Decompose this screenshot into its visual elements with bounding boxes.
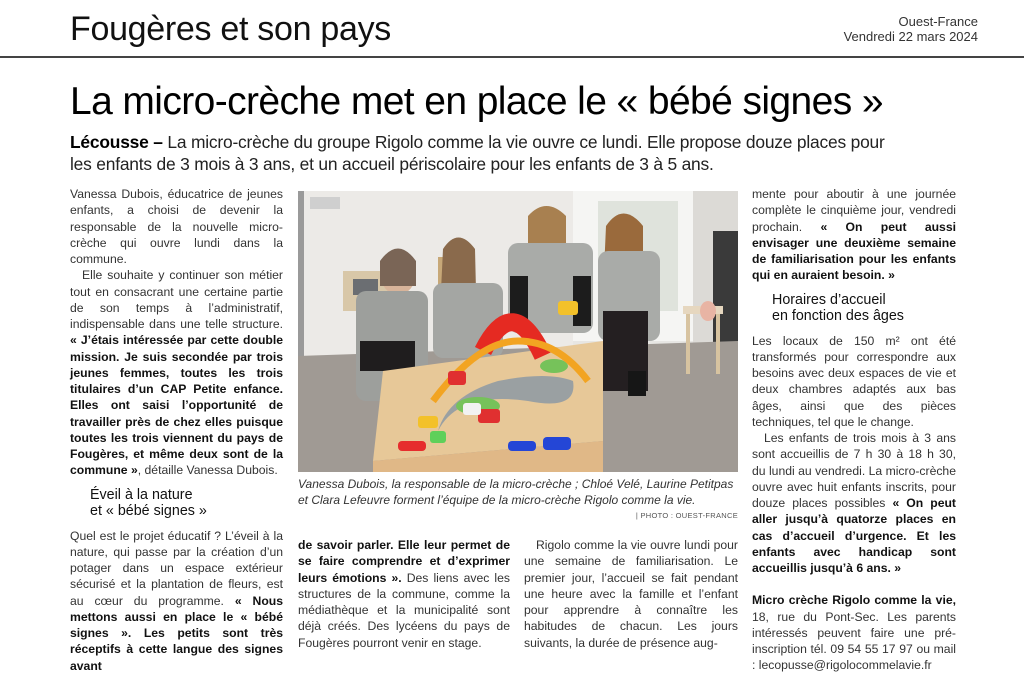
contact-name: Micro crèche Rigolo comme la vie, [752, 593, 956, 608]
article-column-1 [70, 186, 283, 674]
quote: « On peut aller jusqu’à quatorze places en cas d’accueil d’urgence. Et les enfants avec handicap sont accueillis jusqu’à 6 ans. » [752, 496, 956, 575]
paragraph: Rigolo comme la vie ouvre lundi pour une semaine de familiarisation. Le premier jour, l’accueil se fait pendant une heure avec la famille et l’enfant pour apprendre à connaître les habitudes de chacun. Les jours suivants, la durée de présence aug- [524, 538, 738, 650]
headline: La micro-crèche met en place le « bébé signes » [70, 80, 883, 123]
paragraph: Vanessa Dubois, éducatrice de jeunes enfants, a choisi de devenir la responsable de la nouvelle micro-crèche qui ouvre lundi dans la commune. [70, 187, 283, 266]
subhead: Horaires d’accueil en fonction des âges [772, 291, 904, 324]
masthead [844, 14, 978, 44]
paragraph: Quel est le projet éducatif ? L’éveil à la nature, qui passe par la création d’un potager dans un espace extérieur sécurisé et la plantation de fleurs, est au cœur du programme. « Nous mettons aussi en place le « bébé signes ». Les petits sont très réceptifs à cette langue des signes avant [70, 528, 283, 673]
section-title: Fougères et son pays [70, 10, 391, 48]
quote: de savoir parler. Elle leur permet de se faire comprendre et d’exprimer leurs émotions ». [298, 538, 510, 585]
contact-info [752, 592, 956, 673]
header-rule [0, 56, 1024, 58]
paragraph: Les locaux de 150 m² ont été transformés pour correspondre aux besoins avec deux espaces de vie et deux chambres adaptés aux bas âges, ainsi que des pièces techniques, tel que le change. [752, 333, 956, 429]
subhead: Éveil à la nature et « bébé signes » [90, 486, 207, 519]
publication-name: Ouest-France [898, 14, 978, 29]
paragraph: Les enfants de trois mois à 3 ans sont accueillis de 7 h 30 à 18 h 30, du lundi au vendredi. La micro-crèche ouvre avec huit enfants inscrits, pour douze places possibles « On peut aller jusqu’à quatorze places en cas d’accueil d’urgence. Et les enfants avec handicap sont accueillis jusqu’à 6 ans. » [752, 431, 956, 575]
article-column-2 [298, 537, 510, 651]
photo-credit: | PHOTO : OUEST-FRANCE [635, 511, 738, 520]
quote: « Nous mettons aussi en place le « bébé signes ». Les petits sont très réceptifs à cette langue des signes avant [70, 593, 283, 673]
quote: « J’étais intéressée par cette double mission. Je suis secondée par trois jeunes femmes, toutes les trois titulaires d’un CAP Petite enfance. Elles ont saisi l’opportunité de travailler près de chez elles puisque toutes les trois viennent du pays de Fougères, et même deux sont de la commune » [70, 333, 283, 478]
photo-caption: Vanessa Dubois, la responsable de la micro-crèche ; Chloé Velé, Laurine Petitpas et Clara Lefeuvre forment l’équipe de la micro-crèche Rigolo comme la vie. [298, 477, 734, 507]
paragraph: mente pour aboutir à une journée complète le cinquième jour, vendredi prochain. « On peut aussi envisager une deuxième semaine de familiarisation pour les enfants qui en auraient besoin. » [752, 187, 956, 283]
paragraph: Elle souhaite y continuer son métier tout en consacrant une certaine partie de son temps à l’administratif, indispensable dans une telle structure. « J’étais intéressée par cette double mission. Je suis secondée par trois jeunes femmes, toutes les trois titulaires d’un CAP Petite enfance. Elles ont saisi l’opportunité de travailler près de chez elles puisque toutes les trois viennent du pays de Fougères, et même deux sont de la commune », détaille Vanessa Dubois. [70, 268, 283, 478]
publication-date: Vendredi 22 mars 2024 [843, 29, 978, 44]
quote: « On peut aussi envisager une deuxième semaine de familiarisation pour les enfants qui en auraient besoin. » [752, 219, 956, 283]
contact-details: 18, rue du Pont-Sec. Les parents intéressés peuvent faire une pré-inscription tél. 09 54 55 17 97 ou mail : lecopusse@rigolocommelavie.fr [752, 609, 956, 673]
article-photo [298, 191, 738, 472]
standfirst [70, 131, 910, 175]
article-column-4 [752, 186, 956, 674]
paragraph: de savoir parler. Elle leur permet de se faire comprendre et d’exprimer leurs émotions ». Des liens avec les structures de la commune, comme la médiathèque et la municipalité sont déjà créés. Des lycéens du pays de Fougères pourront venir en stage. [298, 538, 510, 650]
dateline-place: Lécousse – [70, 132, 163, 152]
article-column-3 [524, 537, 738, 651]
standfirst-text: La micro-crèche du groupe Rigolo comme la vie ouvre ce lundi. Elle propose douze places pour les enfants de 3 mois à 3 ans, et un accueil périscolaire pour les enfants de 3 à 5 ans. [70, 132, 885, 174]
